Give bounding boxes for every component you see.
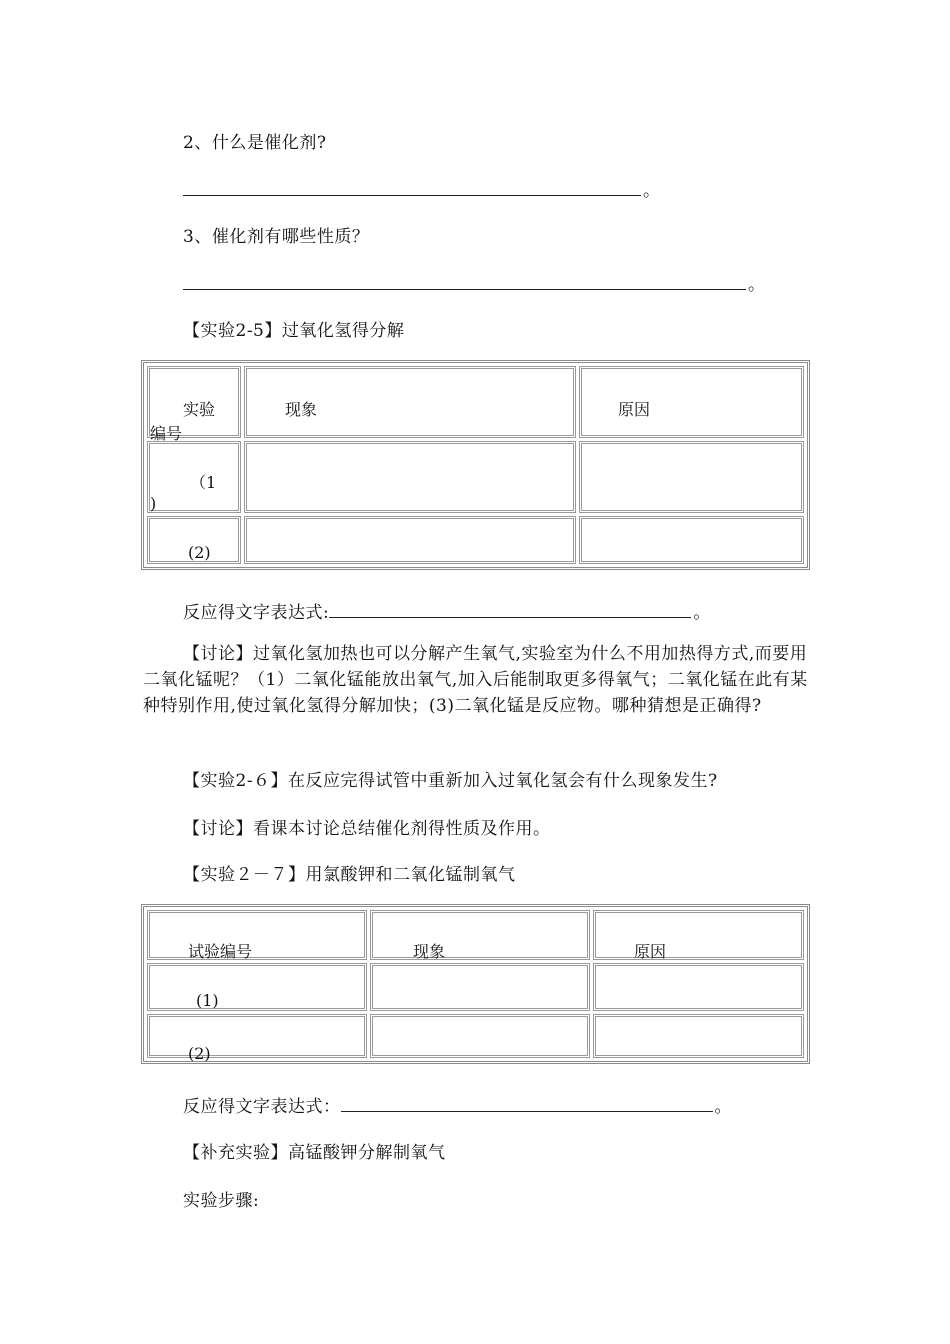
sentence-end: 。 [714, 1097, 732, 1117]
row-id-cell [147, 441, 241, 513]
expression-label: 反应得文字表达式: [183, 603, 330, 623]
reason-cell[interactable] [579, 516, 804, 564]
supplement-text: 【补充实验】高锰酸钾分解制氧气 [183, 1143, 446, 1163]
sentence-end: 。 [643, 181, 661, 201]
phenomenon-cell[interactable] [244, 441, 576, 513]
row-id-cell [147, 516, 241, 564]
row-id-text: (1) [196, 991, 219, 1010]
question-2-answer-line[interactable] [183, 176, 661, 201]
row-id-line1: （1 [190, 473, 217, 492]
reaction-expression-2[interactable] [183, 1092, 732, 1117]
answer-blank[interactable] [341, 1110, 713, 1112]
experiment-2-6-text: 【实验2-６】在反应完得试管中重新加入过氧化氢会有什么现象发生? [183, 771, 718, 791]
reason-cell[interactable] [593, 1014, 804, 1058]
table-header-row [147, 366, 804, 438]
experiment-2-5-title [183, 316, 404, 341]
header-id-line2: 编号 [150, 424, 183, 443]
header-cell-reason [593, 910, 804, 960]
experiment-steps [183, 1186, 259, 1211]
question-2 [183, 128, 326, 153]
expression-label: 反应得文字表达式： [183, 1097, 341, 1117]
answer-blank[interactable] [329, 616, 691, 618]
reaction-expression-1[interactable] [183, 598, 711, 623]
table-header-row [147, 910, 804, 960]
header-cell-phenomenon [244, 366, 576, 438]
sentence-end: 。 [693, 603, 711, 623]
answer-blank[interactable] [183, 194, 641, 196]
header-reason: 原因 [618, 400, 651, 419]
header-phenomenon: 现象 [285, 400, 318, 419]
header-cell-id [147, 910, 367, 960]
phenomenon-cell[interactable] [244, 516, 576, 564]
experiment-2-7-table [141, 904, 810, 1064]
experiment-title-text: 【实验２－７】用氯酸钾和二氧化锰制氧气 [183, 865, 516, 885]
header-reason: 原因 [634, 942, 667, 961]
experiment-title-text: 【实验2-5】过氧化氢得分解 [183, 321, 405, 341]
row-id-cell [147, 963, 367, 1011]
table-row [147, 1014, 804, 1058]
question-3 [183, 222, 369, 247]
question-3-answer-line[interactable] [183, 270, 766, 295]
table-row [147, 516, 804, 564]
discussion-1 [143, 641, 811, 719]
experiment-2-5-table [141, 360, 810, 570]
phenomenon-cell[interactable] [370, 1014, 590, 1058]
experiment-2-7-title [183, 860, 516, 885]
header-cell-reason [579, 366, 804, 438]
header-cell-phenomenon [370, 910, 590, 960]
question-2-text: 2、什么是催化剂? [183, 133, 327, 153]
experiment-2-6 [183, 766, 718, 791]
discussion-2 [183, 814, 551, 839]
answer-blank[interactable] [183, 288, 746, 290]
row-id-line2: ) [150, 494, 157, 513]
discussion-1-text: 【讨论】过氧化氢加热也可以分解产生氧气,实验室为什么不用加热得方式,而要用二氧化锰呢？（1）二氧化锰能放出氧气,加入后能制取更多得氧气；二氧化锰在此有某种特别作用,使过氧化氢得分解加快；(3)二氧化锰是反应物。哪种猜想是正确得? [143, 644, 808, 716]
question-3-text: 3、催化剂有哪些性质？ [183, 227, 370, 247]
reason-cell[interactable] [593, 963, 804, 1011]
phenomenon-cell[interactable] [370, 963, 590, 1011]
steps-label: 实验步骤: [183, 1191, 260, 1211]
row-id-text: (2) [188, 543, 211, 562]
header-cell-id [147, 366, 241, 443]
sentence-end: 。 [748, 275, 766, 295]
row-id-text: (2) [188, 1044, 211, 1063]
supplement-experiment [183, 1138, 446, 1163]
header-id: 试验编号 [188, 942, 253, 961]
header-id-line1: 实验 [183, 400, 216, 419]
reason-cell[interactable] [579, 441, 804, 513]
table-row [147, 963, 804, 1011]
row-id-cell [147, 1014, 367, 1063]
discussion-2-text: 【讨论】看课本讨论总结催化剂得性质及作用。 [183, 819, 551, 839]
header-phenomenon: 现象 [413, 942, 446, 961]
table-row [147, 441, 804, 513]
